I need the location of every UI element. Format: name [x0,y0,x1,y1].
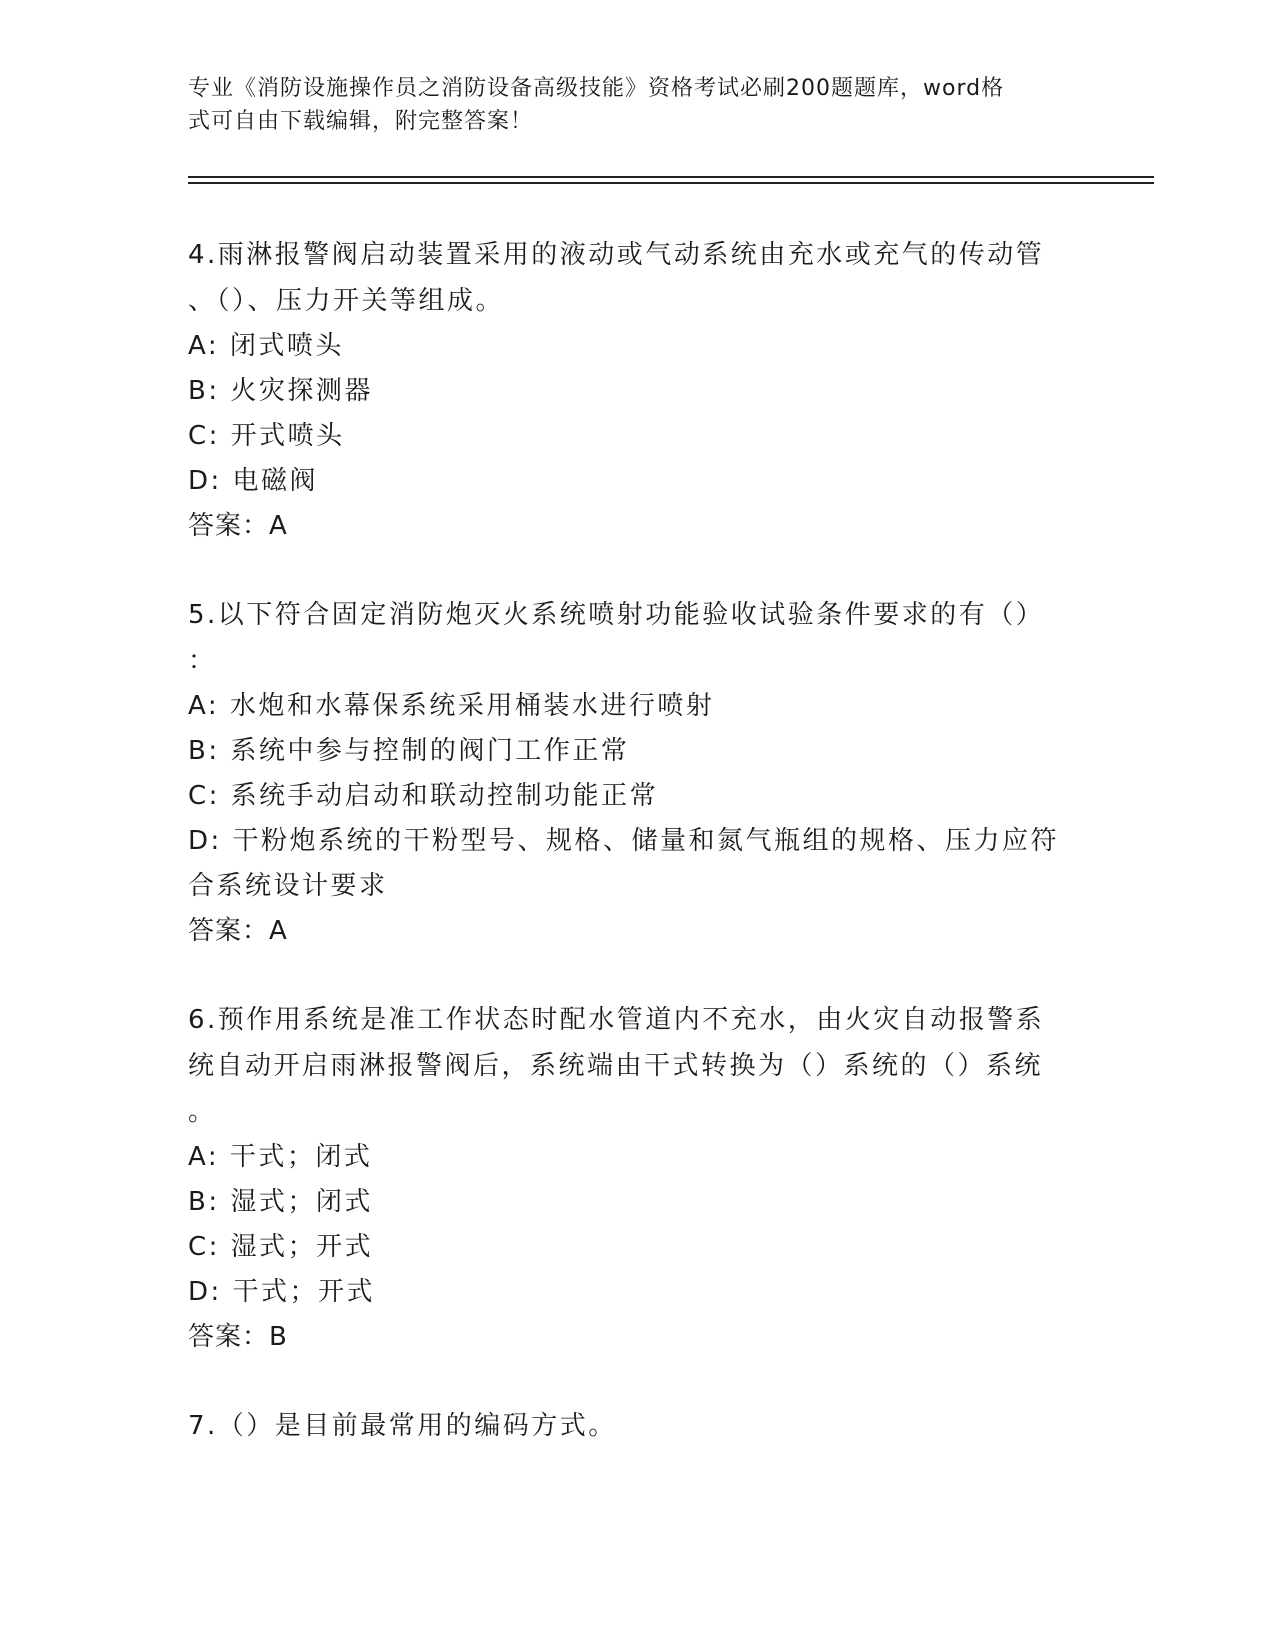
option-a: A: 水炮和水幕保系统采用桶装水进行喷射 [188,691,715,721]
question-6 [188,997,1088,1360]
option-c: C: 湿式；开式 [188,1232,374,1262]
option-c: C: 开式喷头 [188,421,345,451]
option-d: D: 干式；开式 [188,1277,376,1307]
question-stem-line: 。 [188,1097,217,1127]
option-d: D: 干粉炮系统的干粉型号、规格、储量和氮气瓶组的规格、压力应符 [188,826,1060,856]
option-b: B: 火灾探测器 [188,376,373,406]
answer-line: 答案：A [188,511,288,541]
question-stem-line: 5.以下符合固定消防炮灭火系统喷射功能验收试验条件要求的有（） [188,600,1045,630]
header-line: 式可自由下载编辑，附完整答案！ [188,109,534,134]
question-list [188,232,1088,1492]
header-divider-bottom [188,182,1154,184]
option-b: B: 湿式；闭式 [188,1187,373,1217]
question-stem-line: 7.（）是目前最常用的编码方式。 [188,1411,617,1441]
question-5 [188,592,1088,954]
option-d: D: 电磁阀 [188,466,319,496]
question-7 [188,1403,1088,1449]
option-b: B: 系统中参与控制的阀门工作正常 [188,736,630,766]
header-line: 专业《消防设施操作员之消防设备高级技能》资格考试必刷200题题库，word格 [188,76,1005,101]
question-4 [188,232,1088,549]
question-stem-line: 6.预作用系统是准工作状态时配水管道内不充水，由火灾自动报警系 [188,1005,1045,1035]
question-stem-line: 4.雨淋报警阀启动装置采用的液动或气动系统由充水或充气的传动管 [188,240,1045,270]
option-a: A: 干式；闭式 [188,1142,373,1172]
document-header [188,72,1078,138]
option-c: C: 系统手动启动和联动控制功能正常 [188,781,659,811]
answer-line: 答案：B [188,1322,288,1352]
answer-line: 答案：A [188,916,288,946]
question-stem-line: 统自动开启雨淋报警阀后，系统端由干式转换为（）系统的（）系统 [188,1051,1044,1081]
option-a: A: 闭式喷头 [188,331,344,361]
header-divider-top [188,176,1154,178]
question-stem-line: ： [188,646,217,676]
question-stem-line: 、（）、压力开关等组成。 [188,286,505,316]
option-d-continued: 合系统设计要求 [188,871,388,901]
